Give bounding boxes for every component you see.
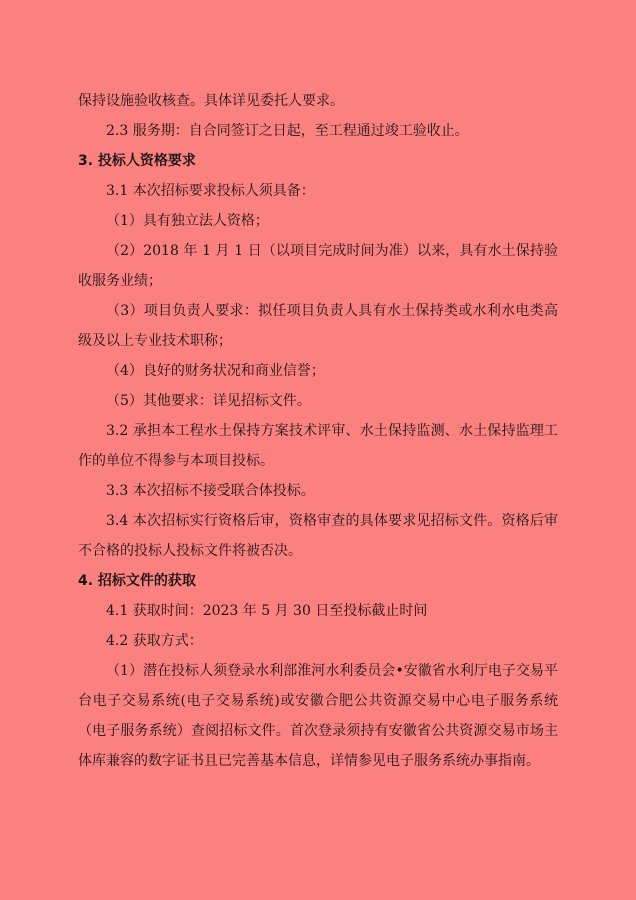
paragraph-acceptance-check: 保持设施验收核查。具体详见委托人要求。 bbox=[78, 93, 344, 109]
paragraph-3-3: 3.3 本次招标不接受联合体投标。 bbox=[106, 483, 315, 499]
list-item-5: （5）其他要求：详见招标文件。 bbox=[106, 393, 311, 409]
paragraph-3-4: 3.4 本次招标实行资格后审，资格审查的具体要求见招标文件。资格后审不合格的投标人投标文件将被否决。 bbox=[78, 513, 558, 559]
list-item-1: （1）具有独立法人资格； bbox=[106, 213, 269, 229]
list-item-2: （2）2018 年 1 月 1 日（以项目完成时间为准）以来，具有水土保持验收服务业绩； bbox=[78, 243, 558, 289]
paragraph-3-1: 3.1 本次招标要求投标人须具备： bbox=[106, 183, 315, 199]
paragraph-4-2: 4.2 获取方式： bbox=[106, 633, 203, 649]
paragraph-4-2-1: （1）潜在投标人须登录水利部淮河水利委员会•安徽省水利厅电子交易平台电子交易系统(电子交易系统)或安徽合肥公共资源交易中心电子服务系统（电子服务系统）查阅招标文件。首次登录须持有安徽省公共资源交易市场主体库兼容的数字证书且已完善基本信息，详情参见电子服务系统办事指南。 bbox=[78, 663, 558, 769]
list-item-4: （4）良好的财务状况和商业信誉； bbox=[106, 363, 325, 379]
paragraph-3-2: 3.2 承担本工程水土保持方案技术评审、水土保持监测、水土保持监理工作的单位不得参与本项目投标。 bbox=[78, 423, 558, 469]
section-heading-document-acquisition: 4. 招标文件的获取 bbox=[78, 573, 196, 589]
list-item-3: （3）项目负责人要求：拟任项目负责人具有水土保持类或水利水电类高级及以上专业技术职称； bbox=[78, 303, 558, 349]
paragraph-service-period: 2.3 服务期：自合同签订之日起，至工程通过竣工验收止。 bbox=[106, 123, 469, 139]
paragraph-4-1: 4.1 获取时间：2023 年 5 月 30 日至投标截止时间 bbox=[106, 603, 428, 619]
document-body bbox=[78, 86, 558, 776]
section-heading-bidder-qualification: 3. 投标人资格要求 bbox=[78, 153, 196, 169]
